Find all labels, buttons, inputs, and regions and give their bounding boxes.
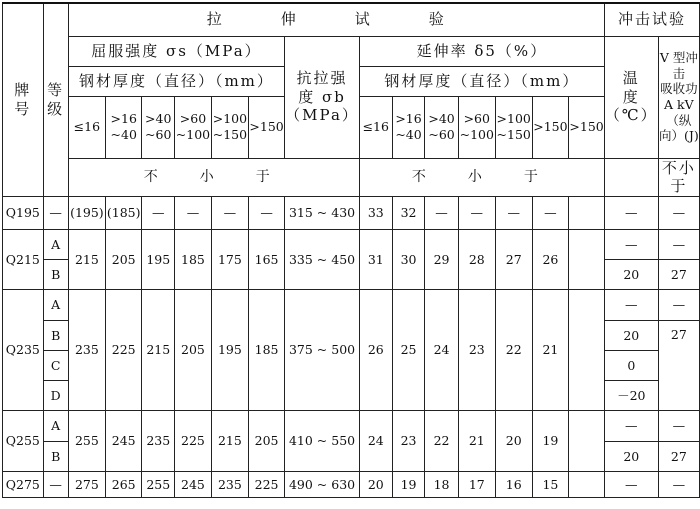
ys-cell: 225: [249, 472, 285, 498]
temp-cell: —: [604, 197, 658, 230]
el-cell: 33: [359, 197, 392, 230]
temp-cell: 20: [604, 260, 658, 290]
el-cell: 20: [495, 411, 532, 472]
ys-cell: 245: [106, 411, 142, 472]
ys-cell: 265: [106, 472, 142, 498]
el-range-5: >100 ~150: [495, 96, 532, 158]
ts-cell: 335 ~ 450: [285, 230, 360, 290]
ts-cell: 315 ~ 430: [285, 197, 360, 230]
el-cell: [569, 230, 605, 290]
temp-cell: 20: [604, 442, 658, 472]
table-row: [3, 472, 700, 498]
el-cell: 20: [359, 472, 392, 498]
ys-cell: 165: [249, 230, 285, 290]
el-cell: 26: [532, 230, 569, 290]
akv-cell: 27: [658, 260, 699, 290]
ts-cell: 410 ~ 550: [285, 411, 360, 472]
ys-cell: 215: [211, 411, 248, 472]
el-cell: 32: [392, 197, 425, 230]
temp-cell: 20: [604, 321, 658, 351]
not-less-than-temp-blank: [604, 158, 658, 197]
brand-cell: Q195: [3, 197, 44, 230]
el-cell: [569, 472, 605, 498]
akv-cell: —: [658, 290, 699, 321]
ys-cell: 235: [68, 290, 105, 411]
el-cell: 17: [458, 472, 495, 498]
el-cell: 24: [425, 290, 458, 411]
el-cell: 27: [495, 230, 532, 290]
header-temperature: 温 度 （℃）: [604, 36, 658, 158]
el-cell: 28: [458, 230, 495, 290]
ys-cell: 275: [68, 472, 105, 498]
table-row: [3, 411, 700, 442]
table-row: [3, 230, 700, 260]
ys-cell: 185: [175, 230, 212, 290]
header-brand: 牌 号: [3, 3, 44, 197]
ys-cell: 235: [211, 472, 248, 498]
grade-cell: B: [43, 321, 68, 351]
ys-cell: —: [249, 197, 285, 230]
grade-cell: D: [43, 381, 68, 411]
ts-cell: 490 ~ 630: [285, 472, 360, 498]
temp-cell: —: [604, 411, 658, 442]
ys-cell: 245: [175, 472, 212, 498]
el-range-1: ≤16: [359, 96, 392, 158]
ts-cell: 375 ~ 500: [285, 290, 360, 411]
ys-cell: 255: [68, 411, 105, 472]
header-elongation: 延伸率 δ5（%）: [359, 36, 604, 66]
grade-cell: —: [43, 197, 68, 230]
not-less-than-impact: 不小于: [658, 158, 699, 197]
ys-cell: 195: [142, 230, 175, 290]
steel-properties-table: [2, 2, 700, 498]
el-cell: 23: [392, 411, 425, 472]
header-tensile-strength: 抗拉强 度 σb （MPa）: [285, 36, 360, 158]
akv-cell: —: [658, 472, 699, 498]
temp-cell: 0: [604, 351, 658, 381]
ys-range-5: >100 ~150: [211, 96, 248, 158]
ys-cell: 175: [211, 230, 248, 290]
ys-cell: 185: [249, 290, 285, 411]
temp-cell: —: [604, 472, 658, 498]
el-range-4: >60 ~100: [458, 96, 495, 158]
header-tensile-test: 拉 伸 试 验: [68, 3, 604, 36]
el-cell: 21: [458, 411, 495, 472]
ys-cell: 205: [249, 411, 285, 472]
el-range-6: >150: [532, 96, 569, 158]
temp-cell: －20: [604, 381, 658, 411]
el-cell: 15: [532, 472, 569, 498]
el-cell: 18: [425, 472, 458, 498]
brand-cell: Q255: [3, 411, 44, 472]
el-range-3: >40 ~60: [425, 96, 458, 158]
not-less-than-ys: 不 小 于: [68, 158, 359, 197]
el-cell: 19: [392, 472, 425, 498]
ys-cell: 235: [142, 411, 175, 472]
header-yield-strength: 屈服强度 σs（MPa）: [68, 36, 284, 66]
ys-cell: —: [175, 197, 212, 230]
el-range-2: >16 ~40: [392, 96, 425, 158]
el-cell: 30: [392, 230, 425, 290]
grade-cell: A: [43, 411, 68, 442]
el-cell: —: [425, 197, 458, 230]
ys-cell: 215: [142, 290, 175, 411]
ys-cell: 225: [106, 290, 142, 411]
grade-cell: A: [43, 230, 68, 260]
ys-cell: 205: [106, 230, 142, 290]
header-thickness-el: 钢材厚度（直径）（mm）: [359, 66, 604, 96]
el-cell: 22: [495, 290, 532, 411]
el-cell: [569, 411, 605, 472]
ys-range-2: >16 ~40: [106, 96, 142, 158]
grade-cell: A: [43, 290, 68, 321]
ys-cell: 225: [175, 411, 212, 472]
el-cell: [569, 290, 605, 411]
el-range-7: >150: [569, 96, 605, 158]
temp-cell: —: [604, 230, 658, 260]
ys-cell: (185): [106, 197, 142, 230]
ys-cell: —: [211, 197, 248, 230]
brand-cell: Q235: [3, 290, 44, 411]
ys-cell: 195: [211, 290, 248, 411]
table-row: [3, 290, 700, 321]
akv-cell: 27: [658, 321, 699, 411]
el-cell: —: [532, 197, 569, 230]
ys-cell: (195): [68, 197, 105, 230]
ys-range-6: >150: [249, 96, 285, 158]
ys-range-3: >40 ~60: [142, 96, 175, 158]
el-cell: 19: [532, 411, 569, 472]
table-row: [3, 197, 700, 230]
ys-cell: 205: [175, 290, 212, 411]
ys-range-1: ≤16: [68, 96, 105, 158]
temp-cell: —: [604, 290, 658, 321]
el-cell: 24: [359, 411, 392, 472]
header-grade: 等 级: [43, 3, 68, 197]
el-cell: 22: [425, 411, 458, 472]
el-cell: 25: [392, 290, 425, 411]
header-impact-energy: V 型冲击 吸收功 A kV（纵 向）(J): [658, 36, 699, 158]
akv-cell: —: [658, 230, 699, 260]
akv-cell: —: [658, 197, 699, 230]
brand-cell: Q215: [3, 230, 44, 290]
el-cell: 31: [359, 230, 392, 290]
akv-cell: —: [658, 411, 699, 442]
ys-cell: 215: [68, 230, 105, 290]
el-cell: [569, 197, 605, 230]
header-thickness-ys: 钢材厚度（直径）（mm）: [68, 66, 284, 96]
ys-cell: 255: [142, 472, 175, 498]
akv-cell: 27: [658, 442, 699, 472]
el-cell: 16: [495, 472, 532, 498]
header-impact-test: 冲击试验: [604, 3, 699, 36]
el-cell: 21: [532, 290, 569, 411]
el-cell: 23: [458, 290, 495, 411]
grade-cell: C: [43, 351, 68, 381]
ys-cell: —: [142, 197, 175, 230]
el-cell: 29: [425, 230, 458, 290]
grade-cell: B: [43, 260, 68, 290]
el-cell: —: [458, 197, 495, 230]
grade-cell: —: [43, 472, 68, 498]
not-less-than-el: 不 小 于: [359, 158, 604, 197]
brand-cell: Q275: [3, 472, 44, 498]
ys-range-4: >60 ~100: [175, 96, 212, 158]
grade-cell: B: [43, 442, 68, 472]
el-cell: —: [495, 197, 532, 230]
el-cell: 26: [359, 290, 392, 411]
